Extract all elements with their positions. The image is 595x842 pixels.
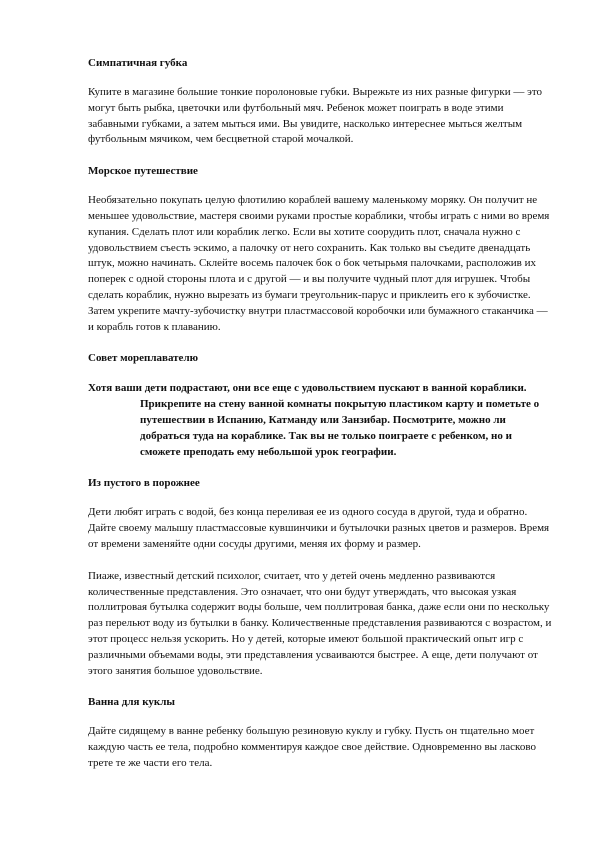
section-heading-sailor-tip: Совет мореплавателю xyxy=(88,352,199,365)
paragraph-pouring-2: Пиаже, известный детский психолог, считает, что у детей очень медленно развиваются количественные представления. Это означает, что они будут утверждать, что высокая узкая поллитровая бутылка содержит воды больше, чем поллитровая банка, даже если они по нескольку раз перельют воду из бутылки в банку. Количественные представления развиваются с возрастом, и этот процесс нельзя ускорить. Но у детей, которые имеют большой практический опыт игр с различными объемами воды, эти представления усваиваются быстрее. А еще, дети получают от этого занятия большое удовольствие. xyxy=(88,569,552,677)
section-heading-pouring: Из пустого в порожнее xyxy=(88,477,200,490)
section-heading-sponge: Симпатичная губка xyxy=(88,57,188,69)
paragraph-pouring-1: Дети любят играть с водой, без конца переливая ее из одного сосуда в другой, туда и обратно. Дайте своему малышу пластмассовые кувшинчики и бутылочки разных цветов и размеров. Время от времени заменяйте одни сосуды другими, меняя их форму и размер. xyxy=(88,506,550,550)
section-heading-doll-bath: Ванна для куклы xyxy=(88,696,175,709)
document-body xyxy=(88,56,552,772)
section-heading-sea-voyage: Морское путешествие xyxy=(88,165,198,178)
paragraph-sea-voyage: Необязательно покупать целую флотилию кораблей вашему маленькому моряку. Он получит не меньшее удовольствие, мастеря своими руками простые кораблики, чтобы играть с ними во время купания. Сделать плот или кораблик легко. Если вы хотите соорудить плот, сначала нужно с удовольствием съесть эскимо, а палочку от него сохранить. Как только вы съедите двенадцать штук, можно начинать. Склейте восемь палочек бок о бок четырьмя палочками, расположив их поперек с одной стороны плота и с другой — и вы получите чудный плот для игрушек. Чтобы сделать кораблик, нужно вырезать из бумаги треугольник-парус и приклеить его к зубочистке. Затем укрепите мачту-зубочистку внутри пластмассовой коробочки или бумажного стаканчика — и корабль готов к плаванию. xyxy=(88,194,550,333)
paragraph-sponge: Купите в магазине большие тонкие поролоновые губки. Вырежьте из них разные фигурки — это могут быть рыбка, цветочки или футбольный мяч. Ребенок может поиграть в воде этими забавными губками, а затем мыться ими. Вы увидите, насколько интереснее мыться желтым футбольным мячиком, чем бесцветной старой мочалкой. xyxy=(88,86,542,146)
tip-first-line: Хотя ваши дети подрастают, они все еще с удовольствием пускают в ванной xyxy=(88,382,468,395)
tip-rest: кораблики. Прикрепите на стену ванной комнаты покрытую пластиком карту и пометьте о путешествии в Испанию, Катманду или Занзибар. Посмотрите, можно ли добраться туда на кораблике. Так вы не только поиграете с ребенком, но и сможете преподать ему небольшой урок географии. xyxy=(140,382,540,459)
tip-block xyxy=(88,380,552,460)
paragraph-doll-bath: Дайте сидящему в ванне ребенку большую резиновую куклу и губку. Пусть он тщательно моет каждую часть ее тела, подробно комментируя каждое свое действие. Одновременно вы ласково трете те же части его тела. xyxy=(88,725,536,769)
